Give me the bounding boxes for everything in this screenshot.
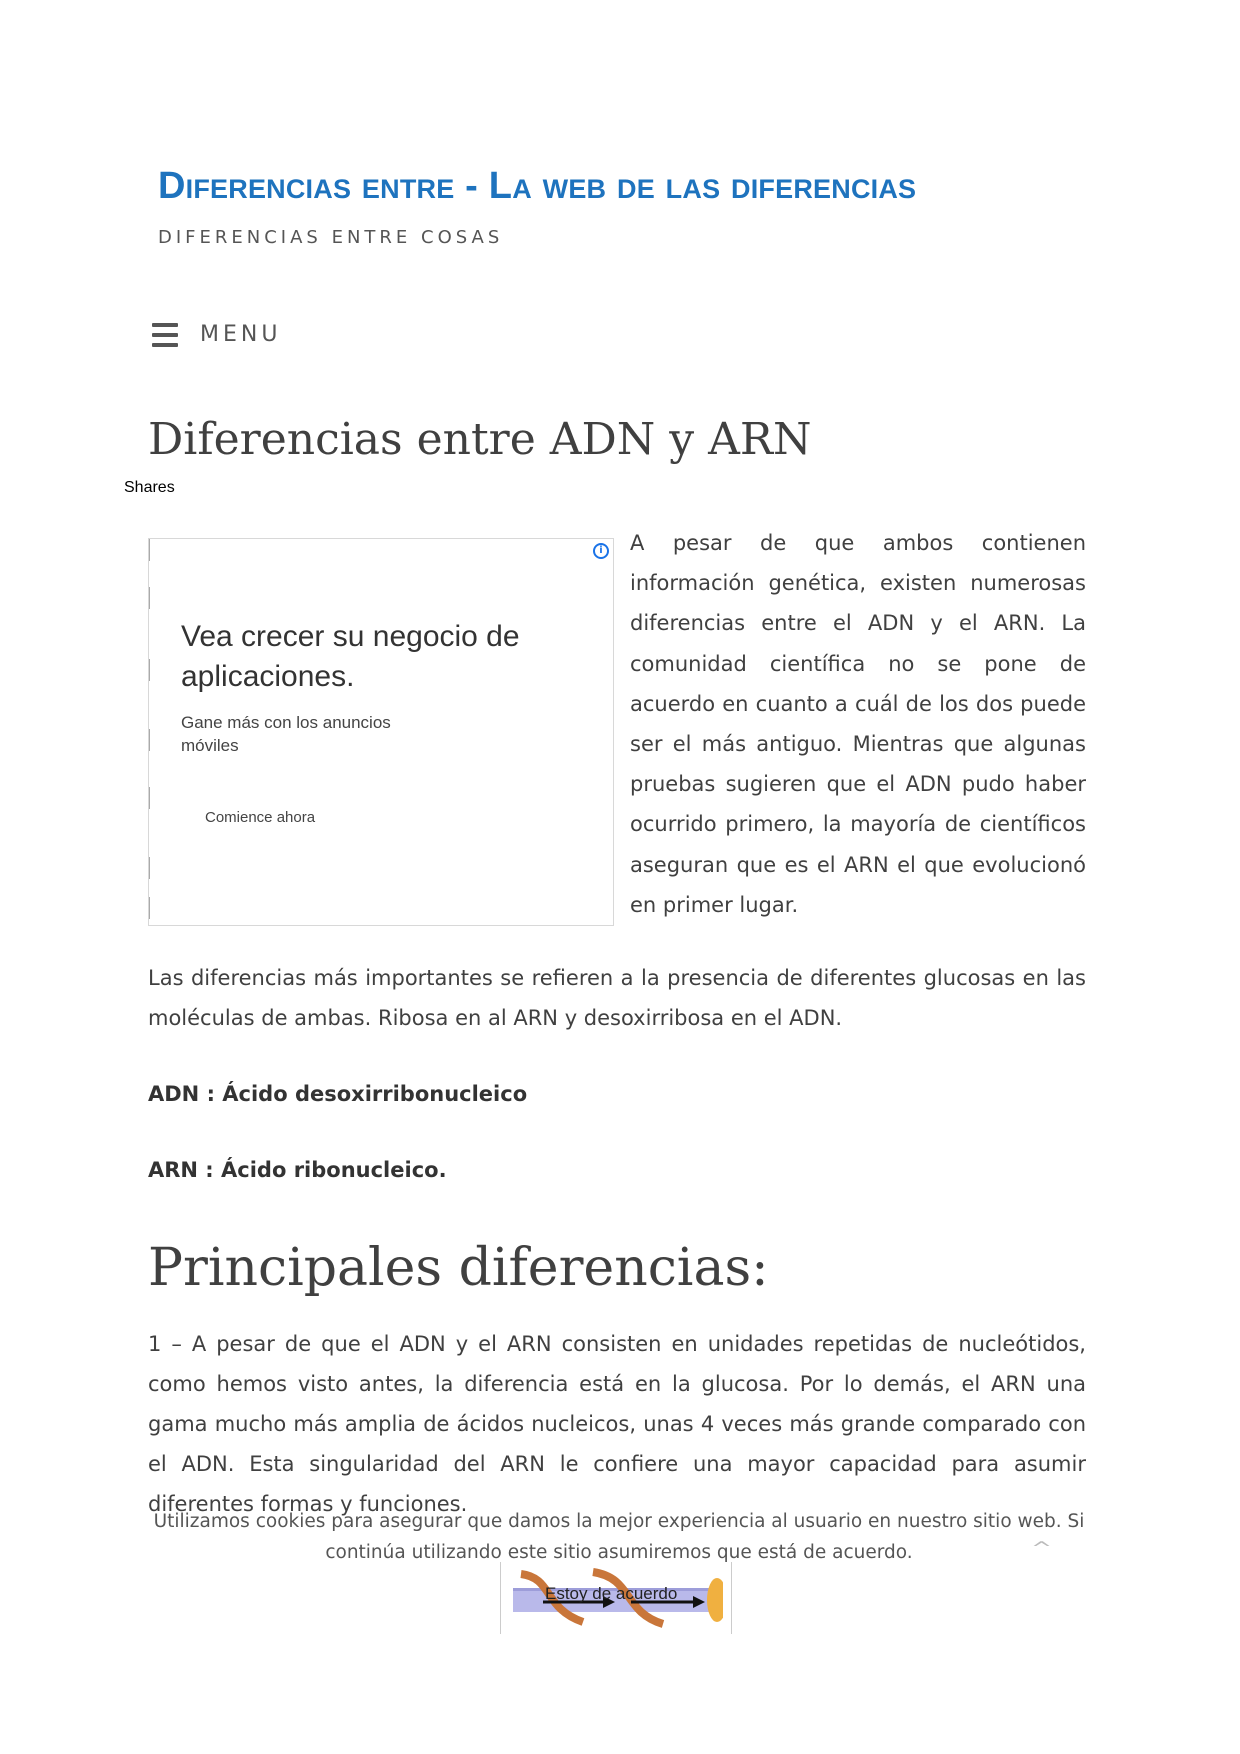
adn-definition: ADN : Ácido desoxirribonucleico [148,1082,528,1106]
page-title: Diferencias entre ADN y ARN [148,414,812,465]
site-description: DIFERENCIAS ENTRE COSAS [158,227,504,248]
ad-cta-link[interactable]: Comience ahora [205,809,316,826]
intro-paragraph: A pesar de que ambos contienen información genética, existen numerosas diferencias entre el ADN y el ARN. La comunidad científica no se pone de acuerdo en cuanto a cuál de los dos puede ser el más antiguo. Mientras que algunas pruebas sugieren que el ADN pudo haber ocurrido primero, la mayoría de científicos aseguran que es el ARN el que evolucionó en primer lugar. [630,531,1086,917]
cookie-accept-label: Estoy de acuerdo [545,1584,678,1603]
hamburger-icon [152,323,178,347]
ad-subtext: Gane más con los anuncios móviles [181,713,391,755]
glucosas-paragraph: Las diferencias más importantes se refieren a la presencia de diferentes glucosas en las moléculas de ambas. Ribosa en al ARN y desoxirribosa en el ADN. [148,966,1086,1030]
ad-edge-marks [149,539,151,925]
point-1-paragraph: 1 – A pesar de que el ADN y el ARN consisten en unidades repetidas de nucleótidos, como hemos visto antes, la diferencia está en la glucosa. Por lo demás, el ARN una gama mucho más amplia de ácidos nucleicos, unas 4 veces más grande comparado con el ADN. Esta singularidad del ARN le confiere una mayor capacidad para asumir diferentes formas y funciones. [148,1332,1086,1516]
section-heading: Principales diferencias: [148,1238,769,1298]
scroll-up-icon[interactable]: ^ [1030,1538,1053,1559]
menu-label: MENU [200,322,282,347]
ad-banner[interactable] [148,538,614,926]
cookie-accept-button[interactable] [500,1562,732,1634]
cookie-notice-message: Utilizamos cookies para asegurar que damos la mejor experiencia al usuario en nuestro sitio web. Si continúa utilizando este sitio asumiremos que está de acuerdo. [153,1511,1085,1563]
menu-toggle-button[interactable] [152,322,281,347]
ad-headline: Vea crecer su negocio de aplicaciones. [181,620,520,693]
site-title[interactable]: Diferencias entre - La web de las diferencias [158,165,917,207]
shares-label: Shares [124,479,175,496]
arn-definition: ARN : Ácido ribonucleico. [148,1158,447,1182]
ad-info-icon[interactable]: i [593,543,609,559]
